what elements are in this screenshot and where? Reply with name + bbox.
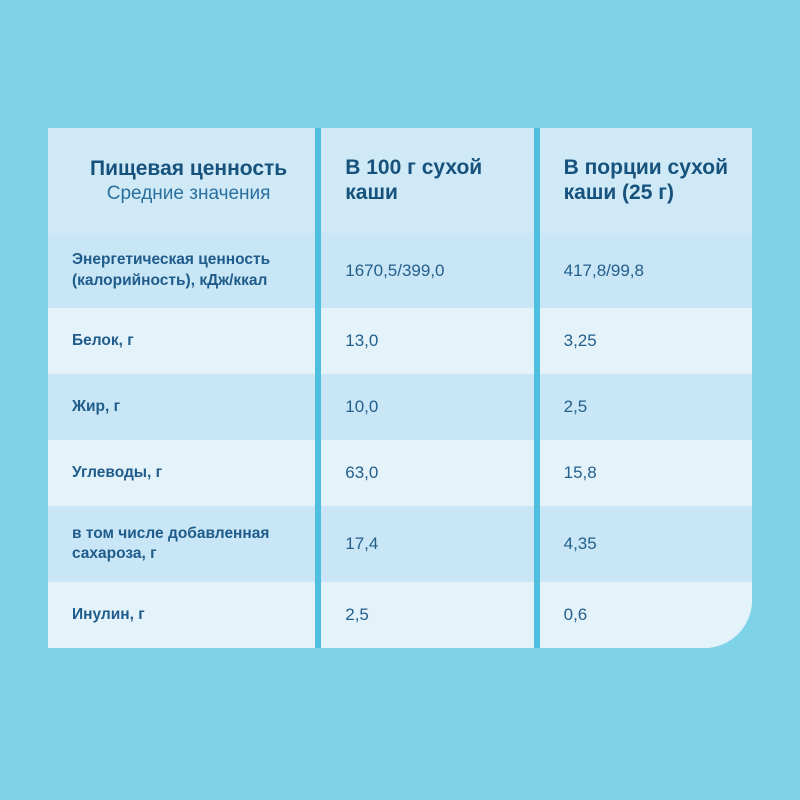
row-value-per-portion	[540, 582, 752, 648]
row-label-text: Углеводы, г	[72, 464, 163, 482]
row-value-text: 1670,5/399,0	[345, 260, 445, 280]
row-value-per-100g	[321, 582, 533, 648]
row-value-text: 63,0	[345, 463, 379, 483]
row-label	[48, 582, 315, 648]
row-value-per-portion	[540, 308, 752, 374]
row-value-per-portion	[540, 440, 752, 506]
row-value-text: 2,5	[563, 397, 588, 417]
row-value-text: 15,8	[563, 463, 597, 483]
nutrition-table	[48, 128, 752, 648]
table-row	[48, 582, 752, 648]
row-label	[48, 506, 315, 582]
table-row	[48, 374, 752, 440]
table-row	[48, 233, 752, 309]
row-value-text: 417,8/99,8	[563, 260, 644, 280]
table-row	[48, 308, 752, 374]
row-value-text: 13,0	[345, 331, 379, 351]
row-value-text: 0,6	[563, 604, 588, 624]
table-row	[48, 440, 752, 506]
row-label	[48, 440, 315, 506]
row-value-text: 2,5	[345, 604, 369, 624]
row-label-text: Инулин, г	[72, 605, 145, 623]
header-title: Пищевая ценность	[90, 157, 288, 180]
table-header-row	[48, 128, 752, 233]
header-cell-per-portion	[540, 128, 752, 233]
header-per-portion-label: В порции сухой каши (25 г)	[563, 155, 729, 205]
header-cell-title	[48, 128, 315, 233]
row-value-per-100g	[321, 233, 533, 309]
header-cell-per-100g	[321, 128, 533, 233]
row-label-text: в том числе добавленная сахароза, г	[72, 525, 270, 563]
row-value-per-portion	[540, 506, 752, 582]
row-label-text: Белок, г	[72, 332, 134, 350]
header-subtitle: Средние значения	[106, 182, 271, 204]
row-value-per-100g	[321, 374, 533, 440]
row-value-per-100g	[321, 506, 533, 582]
row-value-per-100g	[321, 308, 533, 374]
row-value-text: 10,0	[345, 397, 379, 417]
row-label-text: Жир, г	[72, 398, 121, 416]
row-label-text: Энергетическая ценность (калорийность), кДж/ккал	[72, 251, 271, 289]
table-row	[48, 506, 752, 582]
row-value-per-100g	[321, 440, 533, 506]
nutrition-card	[48, 128, 752, 648]
row-label	[48, 233, 315, 309]
header-per-100g-label: В 100 г сухой каши	[345, 155, 483, 205]
row-value-text: 4,35	[563, 534, 597, 554]
row-label	[48, 308, 315, 374]
row-value-per-portion	[540, 374, 752, 440]
row-value-per-portion	[540, 233, 752, 309]
row-label	[48, 374, 315, 440]
row-value-text: 3,25	[563, 331, 597, 351]
row-value-text: 17,4	[345, 534, 379, 554]
